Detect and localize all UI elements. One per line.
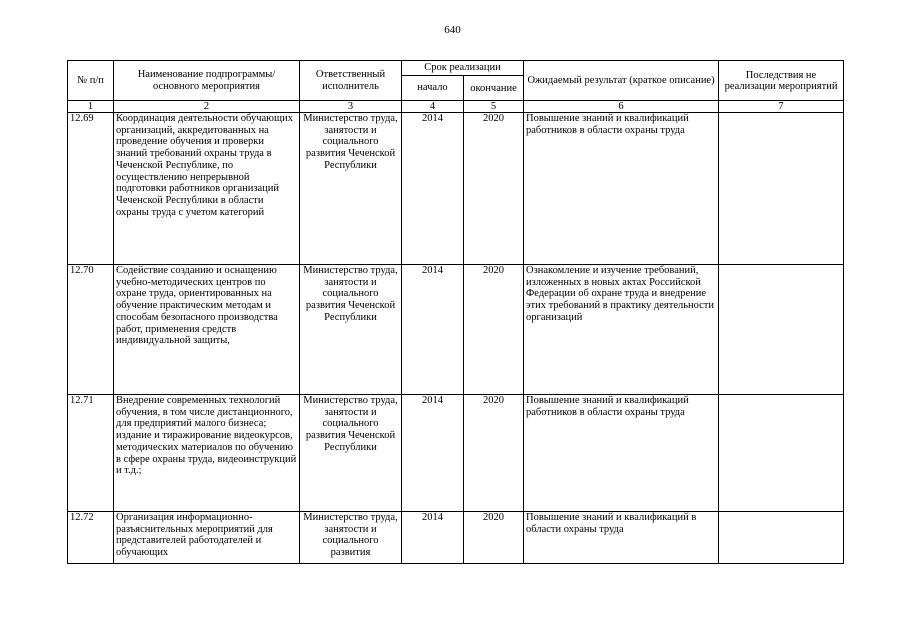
start-year: 2014 — [402, 113, 464, 265]
row-number: 12.72 — [68, 512, 114, 564]
header-period: Срок реализации — [402, 61, 524, 76]
column-number: 6 — [524, 101, 719, 113]
consequences — [719, 395, 844, 512]
expected-result: Повышение знаний и квалификаций работников в области охраны труда — [524, 113, 719, 265]
header-responsible: Ответственный исполнитель — [300, 61, 402, 101]
activity-name: Внедрение современных технологий обучения, в том числе дистанционного, для предприятий малого бизнеса; издание и тиражирование видеокурсов, методических материалов по обучению в сфере охраны труда, видеоинструкций и т.д.; — [114, 395, 300, 512]
responsible-executor: Министерство труда, занятости и социального развития Чеченской Республики — [300, 113, 402, 265]
end-year: 2020 — [464, 265, 524, 395]
row-number: 12.71 — [68, 395, 114, 512]
table-row — [68, 512, 844, 564]
column-number: 7 — [719, 101, 844, 113]
table-row — [68, 395, 844, 512]
header-num: № п/п — [68, 61, 114, 101]
header-consequences: Последствия не реализации мероприятий — [719, 61, 844, 101]
table-row — [68, 113, 844, 265]
column-number: 3 — [300, 101, 402, 113]
column-number: 1 — [68, 101, 114, 113]
header-result: Ожидаемый результат (краткое описание) — [524, 61, 719, 101]
column-number: 2 — [114, 101, 300, 113]
program-table — [67, 60, 844, 564]
responsible-executor: Министерство труда, занятости и социального развития Чеченской Республики — [300, 395, 402, 512]
row-number: 12.70 — [68, 265, 114, 395]
consequences — [719, 113, 844, 265]
column-number: 5 — [464, 101, 524, 113]
responsible-executor: Министерство труда, занятости и социального развития — [300, 512, 402, 564]
activity-name: Содействие созданию и оснащению учебно-методических центров по охране труда, ориентированных на обучение практическим методам и способам безопасного производства работ, применения средств индивидуальной защиты, — [114, 265, 300, 395]
activity-name: Координация деятельности обучающих организаций, аккредитованных на проведение обучения и проверки знаний требований охраны труда в Чеченской Республике, по осуществлению непрерывной подготовки работников организаций Чеченской Республики в области охраны труда с учетом категорий — [114, 113, 300, 265]
page-number: 640 — [444, 24, 461, 36]
start-year: 2014 — [402, 265, 464, 395]
column-number: 4 — [402, 101, 464, 113]
activity-name: Организация информационно-разъяснительных мероприятий для представителей работодателей и обучающих — [114, 512, 300, 564]
column-numbers-row — [68, 101, 844, 113]
end-year: 2020 — [464, 512, 524, 564]
expected-result: Повышение знаний и квалификаций в области охраны труда — [524, 512, 719, 564]
header-name: Наименование подпрограммы/ основного мероприятия — [114, 61, 300, 101]
expected-result: Повышение знаний и квалификаций работников в области охраны труда — [524, 395, 719, 512]
table-row — [68, 265, 844, 395]
start-year: 2014 — [402, 395, 464, 512]
end-year: 2020 — [464, 113, 524, 265]
consequences — [719, 265, 844, 395]
consequences — [719, 512, 844, 564]
start-year: 2014 — [402, 512, 464, 564]
header-end: окончание — [464, 76, 524, 101]
header-row-1 — [68, 61, 844, 76]
responsible-executor: Министерство труда, занятости и социального развития Чеченской Республики — [300, 265, 402, 395]
end-year: 2020 — [464, 395, 524, 512]
header-start: начало — [402, 76, 464, 101]
row-number: 12.69 — [68, 113, 114, 265]
expected-result: Ознакомление и изучение требований, изложенных в новых актах Российской Федерации об охране труда и внедрение этих требований в практику деятельности организаций — [524, 265, 719, 395]
